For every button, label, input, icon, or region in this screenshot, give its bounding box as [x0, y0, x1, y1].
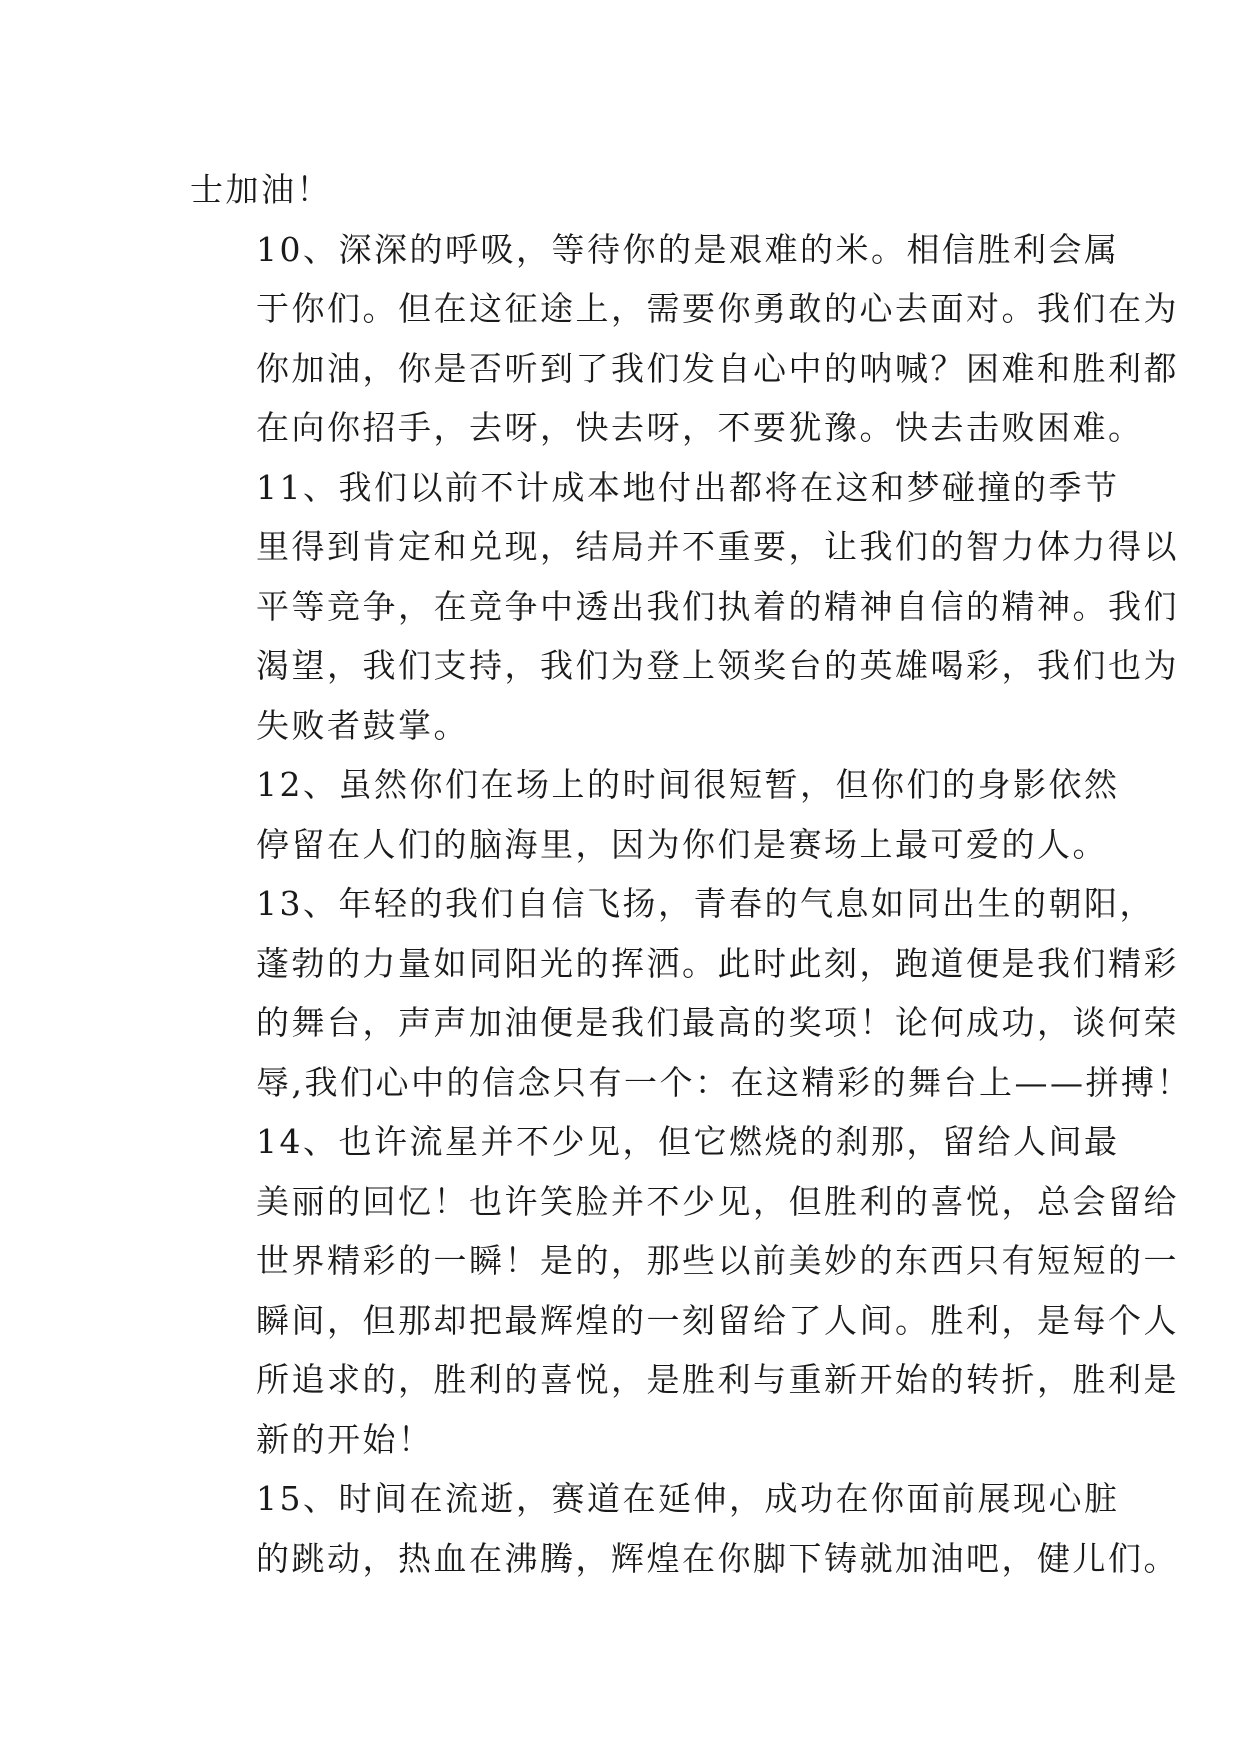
- text-line: 10、深深的呼吸，等待你的是艰难的米。相信胜利会属: [256, 229, 1120, 269]
- text-line: 世界精彩的一瞬！是的，那些以前美妙的东西只有短短的一: [256, 1241, 1179, 1280]
- text-line: 里得到肯定和兑现，结局并不重要，让我们的智力体力得以: [256, 527, 1179, 566]
- text-line: 的跳动，热血在沸腾，辉煌在你脚下铸就加油吧，健儿们。: [256, 1538, 1179, 1578]
- text-line: 11、我们以前不计成本地付出都将在这和梦碰撞的季节: [256, 467, 1120, 507]
- text-line: 美丽的回忆！也许笑脸并不少见，但胜利的喜悦，总会留给: [256, 1181, 1179, 1221]
- text-line: 15、时间在流逝，赛道在延伸，成功在你面前展现心脏: [256, 1479, 1120, 1518]
- paragraph-10: [190, 220, 1179, 458]
- text-line: 平等竞争，在竞争中透出我们执着的精神自信的精神。我们: [256, 586, 1179, 626]
- text-line: 新的开始！: [256, 1419, 434, 1459]
- text-line: 14、也许流星并不少见，但它燃烧的刹那，留给人间最: [256, 1122, 1120, 1161]
- text-line: 所追求的，胜利的喜悦，是胜利与重新开始的转折，胜利是: [256, 1360, 1179, 1399]
- text-line: 于你们。但在这征途上，需要你勇敢的心去面对。我们在为: [256, 289, 1179, 328]
- text-line: 你加油，你是否听到了我们发自心中的呐喊？困难和胜利都: [256, 348, 1179, 388]
- text-line: 在向你招手，去呀，快去呀，不要犹豫。快去击败困难。: [256, 408, 1144, 447]
- text-line: 12、虽然你们在场上的时间很短暂，但你们的身影依然: [256, 765, 1120, 804]
- text-line: 蓬勃的力量如同阳光的挥洒。此时此刻，跑道便是我们精彩: [256, 943, 1179, 983]
- paragraph-12: [190, 755, 1120, 874]
- text-line: 停留在人们的脑海里，因为你们是赛场上最可爱的人。: [256, 824, 1108, 864]
- paragraph-continuation: [190, 160, 1070, 220]
- text-line: 失败者鼓掌。: [256, 705, 469, 745]
- paragraph-13: [190, 874, 1192, 1112]
- text-line: 士加油！: [190, 170, 332, 209]
- paragraph-15: [190, 1469, 1179, 1588]
- text-line: 13、年轻的我们自信飞扬，青春的气息如同出生的朝阳，: [256, 884, 1155, 923]
- text-line: 渴望，我们支持，我们为登上领奖台的英雄喝彩，我们也为: [256, 646, 1179, 685]
- paragraph-14: [190, 1112, 1179, 1469]
- text-line: 瞬间，但那却把最辉煌的一刻留给了人间。胜利，是每个人: [256, 1300, 1179, 1340]
- document-page: [190, 160, 1192, 1588]
- text-line: 辱,我们心中的信念只有一个：在这精彩的舞台上——拼搏！: [256, 1062, 1192, 1102]
- paragraph-11: [190, 458, 1179, 756]
- text-line: 的舞台，声声加油便是我们最高的奖项！论何成功，谈何荣: [256, 1003, 1179, 1042]
